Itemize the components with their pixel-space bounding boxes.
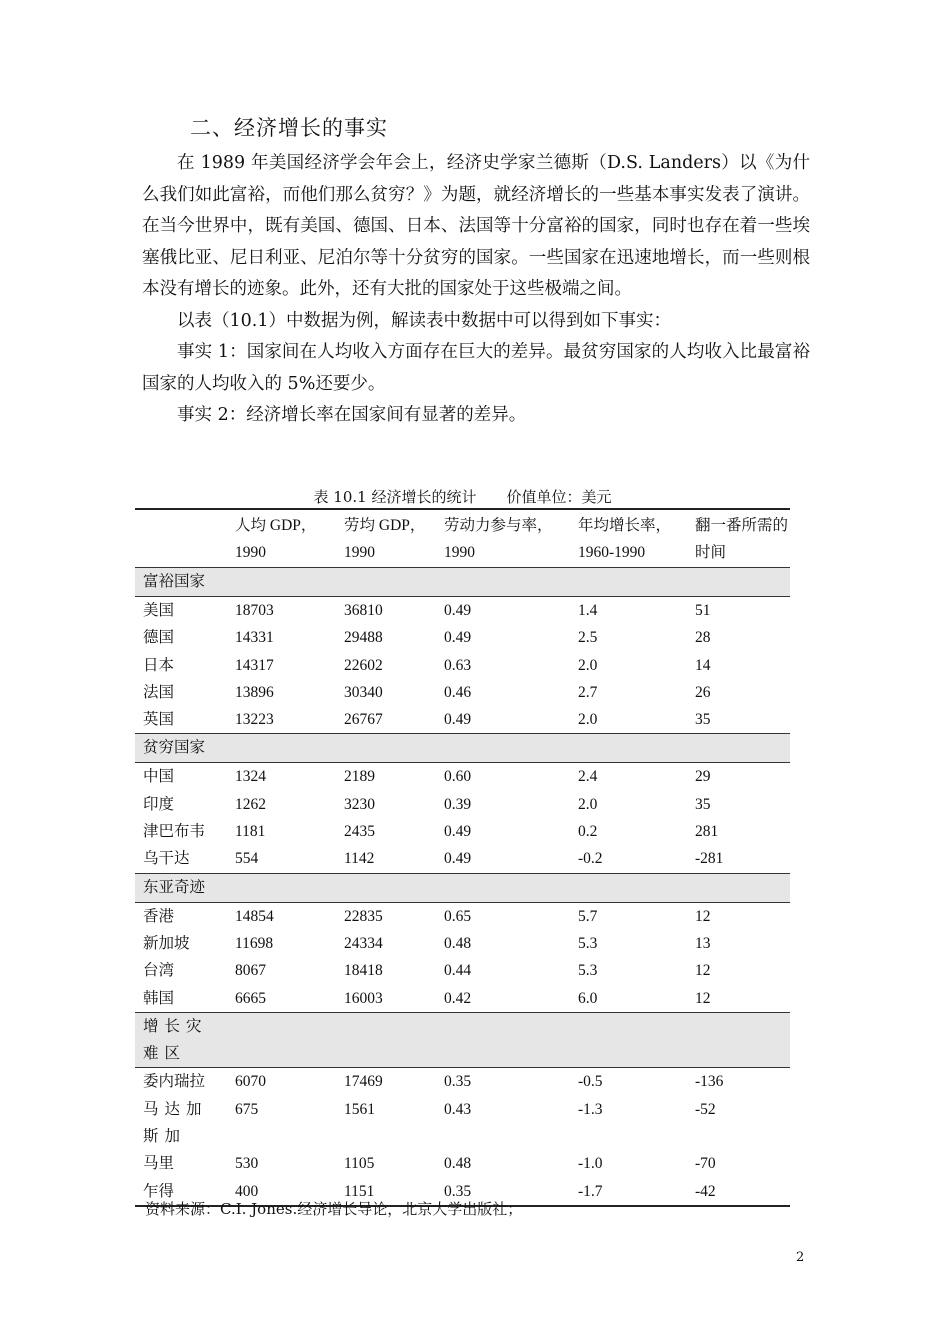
table-body bbox=[135, 568, 790, 1206]
value-cell: 35 bbox=[695, 795, 711, 813]
value-cell: 2435 bbox=[344, 823, 375, 841]
value-cell: 51 bbox=[695, 602, 711, 619]
group-row-empty-cell bbox=[570, 568, 687, 597]
body-text bbox=[142, 148, 810, 432]
value-cell: 1.4 bbox=[578, 602, 598, 619]
value-cell: -42 bbox=[687, 1178, 790, 1206]
value-cell: 17469 bbox=[344, 1073, 383, 1091]
value-cell: 0.49 bbox=[444, 711, 472, 729]
value-cell: 12 bbox=[695, 907, 711, 925]
group-row-empty-cell bbox=[687, 1012, 790, 1068]
value-cell: 30340 bbox=[344, 683, 383, 701]
value-cell: 24334 bbox=[344, 934, 383, 952]
value-cell: 2.0 bbox=[578, 656, 598, 674]
value-cell: -1.3 bbox=[578, 1100, 603, 1118]
value-cell: 8067 bbox=[235, 962, 266, 980]
value-cell: 6665 bbox=[235, 989, 266, 1007]
table-row bbox=[135, 763, 790, 791]
value-cell: 0.39 bbox=[444, 795, 472, 813]
value-cell: 13 bbox=[695, 934, 711, 952]
value-cell: -281 bbox=[695, 850, 724, 868]
value-cell: 554 bbox=[235, 850, 259, 868]
country-cell: 委内瑞拉 bbox=[143, 1073, 206, 1091]
group-name: 东亚奇迹 bbox=[135, 873, 227, 902]
value-cell: 11698 bbox=[235, 934, 274, 952]
value-cell: 1105 bbox=[344, 1155, 375, 1173]
value-cell: 0.65 bbox=[444, 907, 472, 925]
header-cell: 劳均 GDP，1990 bbox=[336, 509, 436, 568]
group-row-empty-cell bbox=[336, 873, 436, 902]
group-row-empty-cell bbox=[687, 734, 790, 763]
group-row-empty-cell bbox=[436, 1012, 570, 1068]
value-cell: 1561 bbox=[344, 1100, 375, 1118]
country-cell: 津巴布韦 bbox=[143, 823, 206, 841]
table-row bbox=[135, 845, 790, 873]
country-cell: 韩国 bbox=[143, 989, 175, 1007]
value-cell: 26 bbox=[695, 683, 711, 701]
value-cell: 18418 bbox=[344, 962, 383, 980]
group-row-empty-cell bbox=[227, 1012, 336, 1068]
country-cell: 乌干达 bbox=[143, 850, 190, 868]
paragraph: 事实 2：经济增长率在国家间有显著的差异。 bbox=[177, 405, 527, 425]
value-cell: 2.7 bbox=[578, 683, 598, 701]
value-cell: 14317 bbox=[235, 656, 274, 674]
value-cell: 1181 bbox=[235, 823, 266, 841]
table-row bbox=[135, 679, 790, 706]
country-cell: 台湾 bbox=[143, 962, 175, 980]
value-cell: 29488 bbox=[344, 629, 383, 647]
value-cell: 1262 bbox=[235, 795, 266, 813]
header-cell: 人均 GDP，1990 bbox=[227, 509, 336, 568]
value-cell: 0.49 bbox=[444, 602, 472, 619]
value-cell: 675 bbox=[235, 1100, 259, 1118]
group-header-row bbox=[135, 1012, 790, 1068]
group-row-empty-cell bbox=[436, 734, 570, 763]
table-row bbox=[135, 818, 790, 845]
value-cell: 281 bbox=[695, 823, 719, 841]
value-cell: 0.35 bbox=[436, 1178, 570, 1206]
value-cell: 0.42 bbox=[444, 989, 472, 1007]
value-cell: 2.4 bbox=[578, 768, 598, 786]
group-row-empty-cell bbox=[570, 734, 687, 763]
table-caption: 表 10.1 经济增长的统计 价值单位：美元 bbox=[313, 488, 612, 506]
value-cell: 1324 bbox=[235, 768, 266, 786]
country-cell: 香港 bbox=[143, 907, 175, 925]
country-cell: 法国 bbox=[143, 683, 175, 701]
table-header-row bbox=[135, 509, 790, 568]
group-row-empty-cell bbox=[336, 1012, 436, 1068]
table-row bbox=[135, 624, 790, 651]
value-cell: -1.7 bbox=[570, 1178, 687, 1206]
table-row bbox=[135, 1096, 790, 1151]
header-cell bbox=[135, 509, 227, 568]
value-cell: 0.63 bbox=[444, 656, 472, 674]
group-row-empty-cell bbox=[687, 568, 790, 597]
value-cell: 5.3 bbox=[578, 934, 598, 952]
value-cell: 0.48 bbox=[444, 1155, 472, 1173]
table-row bbox=[135, 652, 790, 679]
value-cell: 28 bbox=[695, 629, 711, 647]
group-row-empty-cell bbox=[336, 734, 436, 763]
country-cell: 马达加斯加 bbox=[143, 1100, 208, 1146]
table-row bbox=[135, 597, 790, 625]
value-cell: 14 bbox=[695, 656, 711, 674]
country-cell: 美国 bbox=[143, 602, 175, 619]
value-cell: 36810 bbox=[344, 602, 383, 619]
group-header-row bbox=[135, 873, 790, 902]
value-cell: 0.49 bbox=[444, 823, 472, 841]
value-cell: 0.49 bbox=[444, 850, 472, 868]
table-row bbox=[135, 791, 790, 818]
value-cell: 2.0 bbox=[578, 795, 598, 813]
table-header bbox=[135, 509, 790, 568]
country-cell: 德国 bbox=[143, 629, 175, 647]
value-cell: 6.0 bbox=[578, 989, 598, 1007]
value-cell: -1.0 bbox=[578, 1155, 603, 1173]
header-cell: 年均增长率，1960-1990 bbox=[570, 509, 687, 568]
paragraph: 以表（10.1）中数据为例，解读表中数据中可以得到如下事实： bbox=[177, 310, 671, 331]
value-cell: 0.49 bbox=[444, 629, 472, 647]
paragraph: 事实 1：国家间在人均收入方面存在巨大的差异。最贫穷国家的人均收入比最富裕国家的人均收入的 5%还要少。 bbox=[142, 342, 810, 394]
value-cell: 5.3 bbox=[578, 962, 598, 980]
group-row-empty-cell bbox=[570, 873, 687, 902]
value-cell: 6070 bbox=[235, 1073, 266, 1091]
value-cell: 530 bbox=[235, 1155, 259, 1173]
value-cell: 14331 bbox=[235, 629, 274, 647]
country-cell: 英国 bbox=[143, 711, 175, 729]
group-row-empty-cell bbox=[227, 568, 336, 597]
value-cell: 2189 bbox=[344, 768, 375, 786]
country-cell: 印度 bbox=[143, 795, 175, 813]
group-row-empty-cell bbox=[336, 568, 436, 597]
section-heading: 二、经济增长的事实 bbox=[190, 116, 388, 140]
header-cell: 翻一番所需的时间 bbox=[687, 509, 790, 568]
country-cell: 乍得 bbox=[135, 1178, 227, 1206]
value-cell: 14854 bbox=[235, 907, 274, 925]
value-cell: 0.60 bbox=[444, 768, 472, 786]
growth-statistics-table bbox=[135, 508, 790, 1207]
value-cell: 0.48 bbox=[444, 934, 472, 952]
paragraph: 在 1989 年美国经济学会年会上，经济史学家兰德斯（D.S. Landers）以《为什么我们如此富裕，而他们那么贫穷？》为题，就经济增长的一些基本事实发表了演讲。在当今世界中，既有美国、德国、日本、法国等十分富裕的国家，同时也存在着一些埃塞俄比亚、尼日利亚、尼泊尔等十分贫穷的国家。一些国家在迅速地增长，而一些则根本没有增长的迹象。此外，还有大批的国家处于这些极端之间。 bbox=[142, 153, 810, 299]
header-cell: 劳动力参与率，1990 bbox=[436, 509, 570, 568]
value-cell: 22835 bbox=[344, 907, 383, 925]
country-cell: 新加坡 bbox=[143, 934, 190, 952]
value-cell: 16003 bbox=[344, 989, 383, 1007]
table-row bbox=[135, 902, 790, 930]
group-row-empty-cell bbox=[570, 1012, 687, 1068]
value-cell: 1151 bbox=[336, 1178, 436, 1206]
table-source-note: 资料来源：C.I. Jones.经济增长导论，北京大学出版社； bbox=[145, 1200, 523, 1218]
group-name: 增长灾难区 bbox=[135, 1012, 227, 1068]
value-cell: 2.5 bbox=[578, 629, 598, 647]
value-cell: 0.44 bbox=[444, 962, 472, 980]
group-name: 贫穷国家 bbox=[135, 734, 227, 763]
value-cell: 0.46 bbox=[444, 683, 472, 701]
table-row bbox=[135, 1068, 790, 1096]
country-cell: 中国 bbox=[143, 768, 175, 786]
value-cell: 400 bbox=[227, 1178, 336, 1206]
group-header-row bbox=[135, 734, 790, 763]
value-cell: 5.7 bbox=[578, 907, 598, 925]
value-cell: 0.2 bbox=[578, 823, 598, 841]
table-row bbox=[135, 930, 790, 957]
value-cell: 0.35 bbox=[444, 1073, 472, 1091]
value-cell: 35 bbox=[695, 711, 711, 729]
value-cell: 0.43 bbox=[444, 1100, 472, 1118]
group-header-row bbox=[135, 568, 790, 597]
table-row bbox=[135, 706, 790, 734]
value-cell: 3230 bbox=[344, 795, 375, 813]
value-cell: 2.0 bbox=[578, 711, 598, 729]
value-cell: 26767 bbox=[344, 711, 383, 729]
value-cell: -0.5 bbox=[578, 1073, 603, 1091]
value-cell: 12 bbox=[695, 962, 711, 980]
table-row bbox=[135, 1150, 790, 1177]
group-row-empty-cell bbox=[436, 568, 570, 597]
group-name: 富裕国家 bbox=[135, 568, 227, 597]
country-cell: 日本 bbox=[143, 656, 175, 674]
value-cell: 22602 bbox=[344, 656, 383, 674]
value-cell: 13896 bbox=[235, 683, 274, 701]
value-cell: -136 bbox=[695, 1073, 724, 1091]
value-cell: -70 bbox=[695, 1155, 716, 1173]
country-cell: 马里 bbox=[143, 1155, 175, 1173]
value-cell: 29 bbox=[695, 768, 711, 786]
value-cell: 13223 bbox=[235, 711, 274, 729]
value-cell: 18703 bbox=[235, 602, 274, 619]
table-row bbox=[135, 957, 790, 984]
group-row-empty-cell bbox=[227, 873, 336, 902]
value-cell: 1142 bbox=[344, 850, 375, 868]
group-row-empty-cell bbox=[436, 873, 570, 902]
value-cell: -52 bbox=[695, 1100, 716, 1118]
page-number: 2 bbox=[796, 1250, 805, 1265]
group-row-empty-cell bbox=[687, 873, 790, 902]
value-cell: 12 bbox=[695, 989, 711, 1007]
value-cell: -0.2 bbox=[578, 850, 603, 868]
group-row-empty-cell bbox=[227, 734, 336, 763]
table-row bbox=[135, 985, 790, 1013]
